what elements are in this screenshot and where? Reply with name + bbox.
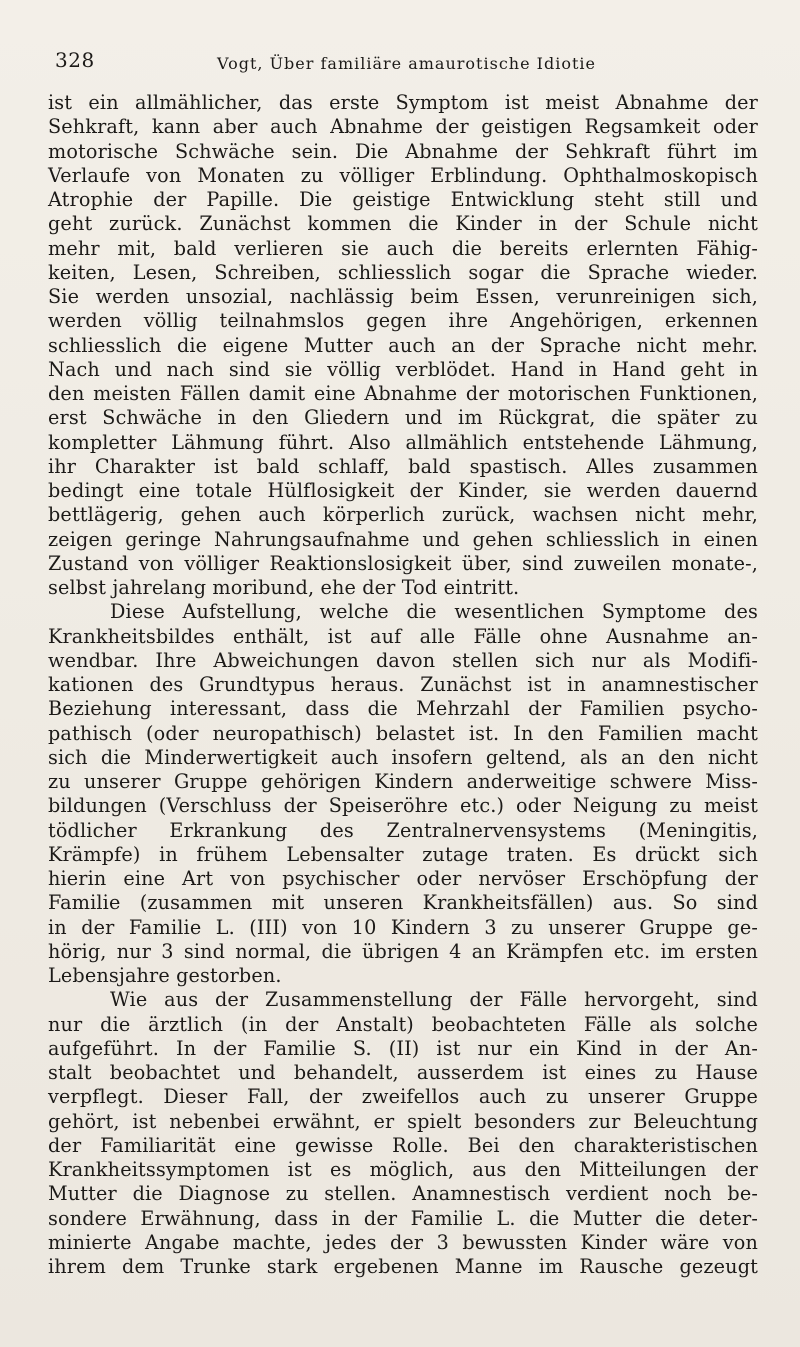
text-line: pathisch (oder neuropathisch) belastet ist. In den Familien macht bbox=[48, 721, 758, 745]
page-header bbox=[55, 48, 755, 78]
text-line: kompletter Lähmung führt. Also allmählich entstehende Lähmung, bbox=[48, 430, 758, 454]
text-line: bedingt eine totale Hülflosigkeit der Kinder, sie werden dauernd bbox=[48, 479, 758, 502]
text-line: Sie werden unsozial, nachlässig beim Essen, verunreinigen sich, bbox=[48, 285, 758, 308]
text-line: bildungen (Verschluss der Speiseröhre etc.) oder Neigung zu meist bbox=[48, 794, 758, 818]
text-line: bettlägerig, gehen auch körperlich zurück, wachsen nicht mehr, bbox=[48, 503, 758, 527]
text-line: der Familiarität eine gewisse Rolle. Bei den charakteristischen bbox=[48, 1133, 758, 1157]
text-line: Diese Aufstellung, welche die wesentlichen Symptome des bbox=[110, 600, 758, 624]
running-title: Vogt, Über familiäre amaurotische Idiotie bbox=[217, 54, 596, 73]
text-line: sondere Erwähnung, dass in der Familie L. die Mutter die deter- bbox=[48, 1206, 758, 1230]
text-line: Sehkraft, kann aber auch Abnahme der geistigen Regsamkeit oder bbox=[48, 115, 758, 139]
text-line: schliesslich die eigene Mutter auch an der Sprache nicht mehr. bbox=[48, 333, 758, 357]
text-line: Krankheitssymptomen ist es möglich, aus den Mitteilungen der bbox=[48, 1158, 758, 1181]
text-line: gehört, ist nebenbei erwähnt, er spielt besonders zur Beleuchtung bbox=[48, 1109, 758, 1133]
text-line: den meisten Fällen damit eine Abnahme der motorischen Funktionen, bbox=[48, 382, 758, 405]
text-line: hierin eine Art von psychischer oder nervöser Erschöpfung der bbox=[48, 867, 758, 890]
text-line: Zustand von völliger Reaktionslosigkeit über, sind zuweilen monate-, bbox=[48, 551, 758, 575]
text-line: Familie (zusammen mit unseren Krankheitsfällen) aus. So sind bbox=[48, 891, 758, 915]
text-line: geht zurück. Zunächst kommen die Kinder in der Schule nicht bbox=[48, 212, 758, 236]
text-line: keiten, Lesen, Schreiben, schliesslich sogar die Sprache wieder. bbox=[48, 260, 758, 284]
text-line: Beziehung interessant, dass die Mehrzahl der Familien psycho- bbox=[48, 697, 758, 721]
text-line: stalt beobachtet und behandelt, ausserdem ist eines zu Hause bbox=[48, 1061, 758, 1084]
text-line: ihrem dem Trunke stark ergebenen Manne im Rausche gezeugt bbox=[48, 1255, 758, 1278]
text-line: in der Familie L. (III) von 10 Kindern 3 zu unserer Gruppe ge- bbox=[48, 915, 758, 939]
text-line: Verlaufe von Monaten zu völliger Erblindung. Ophthalmoskopisch bbox=[48, 163, 758, 187]
text-line: hörig, nur 3 sind normal, die übrigen 4 an Krämpfen etc. im ersten bbox=[48, 939, 758, 963]
text-line: selbst jahrelang moribund, ehe der Tod eintritt. bbox=[48, 576, 520, 599]
text-line: verpflegt. Dieser Fall, der zweifellos auch zu unserer Gruppe bbox=[48, 1085, 758, 1109]
text-line: Mutter die Diagnose zu stellen. Anamnestisch verdient noch be- bbox=[48, 1182, 758, 1206]
text-line: Krankheitsbildes enthält, ist auf alle Fälle ohne Ausnahme an- bbox=[48, 624, 758, 648]
body-text bbox=[48, 91, 758, 1279]
text-line: Atrophie der Papille. Die geistige Entwicklung steht still und bbox=[48, 188, 758, 211]
text-line: motorische Schwäche sein. Die Abnahme der Sehkraft führt im bbox=[48, 139, 758, 163]
text-line: ist ein allmählicher, das erste Symptom ist meist Abnahme der bbox=[48, 91, 758, 114]
text-line: sich die Minderwertigkeit auch insofern geltend, als an den nicht bbox=[48, 745, 758, 769]
text-line: ihr Charakter ist bald schlaff, bald spastisch. Alles zusammen bbox=[48, 454, 758, 478]
text-line: aufgeführt. In der Familie S. (II) ist nur ein Kind in der An- bbox=[48, 1036, 758, 1060]
text-line: kationen des Grundtypus heraus. Zunächst ist in anamnestischer bbox=[48, 673, 758, 696]
text-line: mehr mit, bald verlieren sie auch die bereits erlernten Fähig- bbox=[48, 236, 758, 260]
text-line: erst Schwäche in den Gliedern und im Rückgrat, die später zu bbox=[48, 406, 758, 430]
text-line: nur die ärztlich (in der Anstalt) beobachteten Fälle als solche bbox=[48, 1012, 758, 1036]
text-line: tödlicher Erkrankung des Zentralnervensystems (Meningitis, bbox=[48, 818, 758, 842]
text-line: minierte Angabe machte, jedes der 3 bewussten Kinder wäre von bbox=[48, 1230, 758, 1254]
text-line: zu unserer Gruppe gehörigen Kindern anderweitige schwere Miss- bbox=[48, 770, 758, 793]
text-line: wendbar. Ihre Abweichungen davon stellen sich nur als Modifi- bbox=[48, 648, 758, 672]
text-line: Lebensjahre gestorben. bbox=[48, 964, 282, 987]
text-line: Wie aus der Zusammenstellung der Fälle hervorgeht, sind bbox=[110, 988, 758, 1012]
text-line: Nach und nach sind sie völlig verblödet. Hand in Hand geht in bbox=[48, 357, 758, 381]
page-number: 328 bbox=[55, 48, 95, 72]
text-line: zeigen geringe Nahrungsaufnahme und gehen schliesslich in einen bbox=[48, 527, 758, 551]
text-line: werden völlig teilnahmslos gegen ihre Angehörigen, erkennen bbox=[48, 309, 758, 333]
text-line: Krämpfe) in frühem Lebensalter zutage traten. Es drückt sich bbox=[48, 842, 758, 866]
